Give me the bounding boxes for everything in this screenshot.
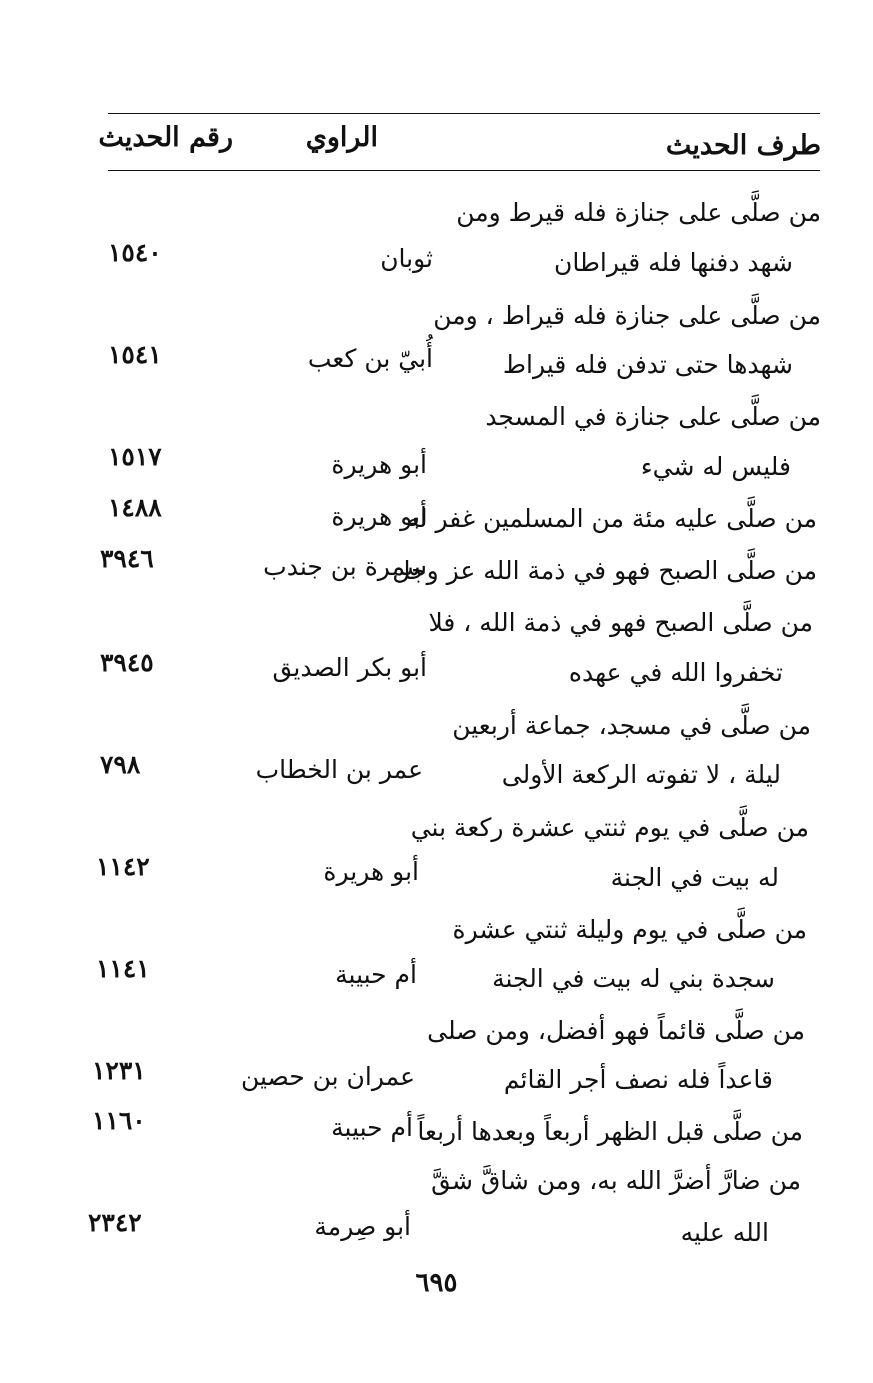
hadith-number: ١٥٤١ (108, 340, 162, 369)
hadith-text-line: ليلة ، لا تفوته الركعة الأولى (501, 760, 781, 789)
narrator-name: عمران بن حصين (240, 1062, 415, 1091)
hadith-text-line: شهدها حتى تدفن فله قيراط (502, 350, 793, 379)
narrator-name: سمرة بن جندب (263, 552, 427, 581)
header-narrator-column: الراوي (305, 122, 378, 153)
hadith-text-line: من صلَّى الصبح فهو في ذمة الله ، فلا (428, 608, 813, 637)
hadith-number: ١٢٣١ (92, 1056, 146, 1085)
narrator-name: أبو هريرة (331, 450, 427, 479)
hadith-text-line: من ضارَّ أضرَّ الله به، ومن شاقَّ شقَّ (431, 1166, 801, 1195)
hadith-text-line: تخفروا الله في عهده (568, 658, 783, 687)
hadith-text-line: له بيت في الجنة (610, 863, 779, 892)
hadith-number: ١١٤١ (96, 954, 150, 983)
hadith-text-line: من صلَّى قائماً فهو أفضل، ومن صلى (427, 1016, 805, 1045)
hadith-text-line: سجدة بني له بيت في الجنة (492, 964, 775, 993)
narrator-name: أبو صِرمة (314, 1212, 411, 1241)
hadith-text-line: من صلَّى في مسجد، جماعة أربعين (452, 711, 811, 740)
hadith-number: ١١٤٢ (96, 852, 150, 881)
narrator-name: أبو هريرة (331, 502, 427, 531)
hadith-text-line: من صلَّى الصبح فهو في ذمة الله عز وجل (392, 556, 817, 585)
hadith-number: ١٥١٧ (108, 442, 162, 471)
hadith-text-line: قاعداً فله نصف أجر القائم (503, 1065, 773, 1094)
header-number-column: رقم الحديث (98, 122, 233, 153)
hadith-number: ٢٣٤٢ (88, 1208, 142, 1237)
hadith-text-line: من صلَّى قبل الظهر أربعاً وبعدها أربعاً (417, 1117, 803, 1146)
hadith-text-line: من صلَّى في يوم ثنتي عشرة ركعة بني (410, 813, 809, 842)
hadith-text-line: من صلَّى على جنازة في المسجد (485, 402, 821, 431)
narrator-name: أم حبيبة (335, 960, 417, 989)
narrator-name: أم حبيبة (331, 1113, 413, 1142)
hadith-text-line: شهد دفنها فله قيراطان (554, 248, 793, 277)
hadith-number: ١٥٤٠ (108, 238, 162, 267)
hadith-text-line: من صلَّى في يوم وليلة ثنتي عشرة (452, 915, 807, 944)
page-number: ٦٩٥ (415, 1268, 458, 1298)
hadith-text-line: من صلَّى على جنازة فله قيراط ، ومن (433, 301, 821, 330)
narrator-name: أبو هريرة (323, 857, 419, 886)
hadith-number: ١٤٨٨ (108, 493, 162, 522)
top-rule (108, 113, 820, 114)
hadith-number: ٧٩٨ (100, 750, 141, 779)
header-text-column: طرف الحديث (665, 130, 821, 161)
hadith-text-line: فليس له شيء (640, 452, 791, 481)
narrator-name: ثوبان (380, 244, 433, 273)
hadith-text-line: الله عليه (680, 1218, 769, 1247)
narrator-name: عمر بن الخطاب (255, 755, 423, 784)
narrator-name: أُبيّ بن كعب (307, 344, 433, 373)
hadith-text-line: من صلَّى عليه مئة من المسلمين غفر له (406, 504, 817, 533)
hadith-number: ٣٩٤٦ (100, 544, 154, 573)
hadith-text-line: من صلَّى على جنازة فله قيرط ومن (456, 198, 821, 227)
hadith-number: ٣٩٤٥ (100, 648, 154, 677)
narrator-name: أبو بكر الصديق (272, 653, 427, 682)
hadith-number: ١١٦٠ (92, 1106, 146, 1135)
header-rule (108, 170, 820, 171)
